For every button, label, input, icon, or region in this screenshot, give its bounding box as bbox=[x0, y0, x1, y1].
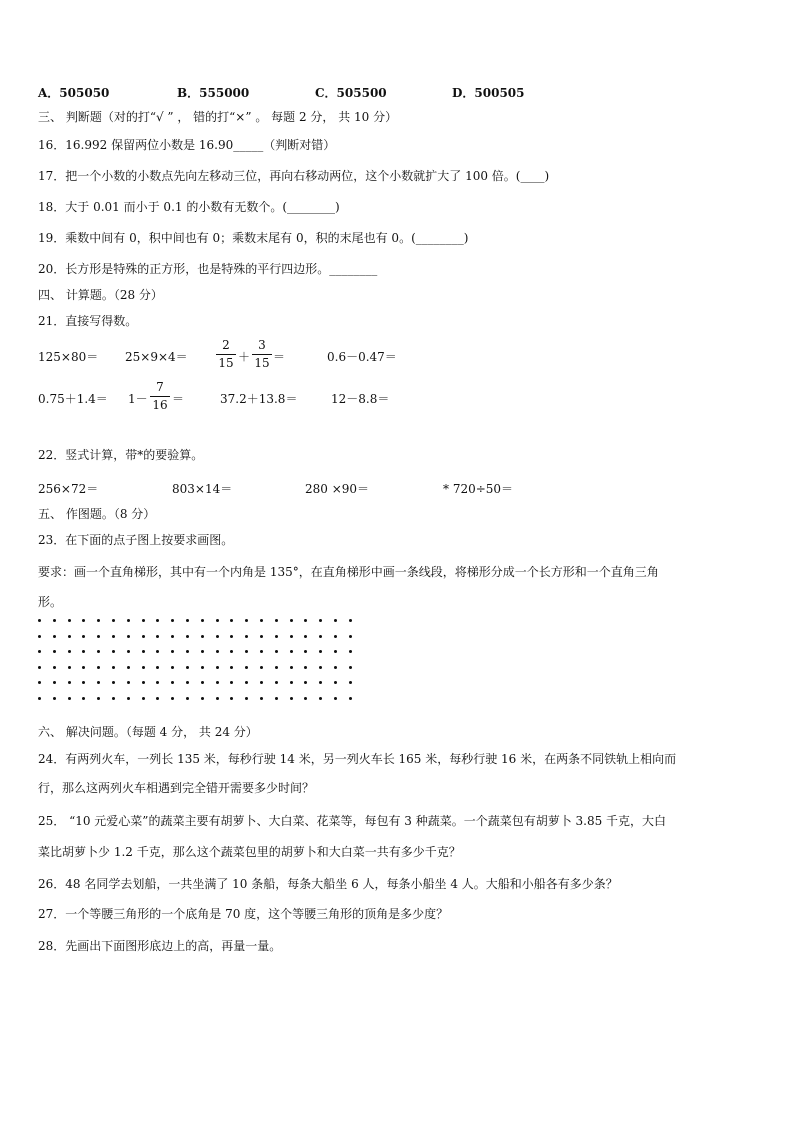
grid-dot bbox=[171, 635, 174, 638]
grid-dot bbox=[290, 635, 293, 638]
grid-dot bbox=[290, 681, 293, 684]
grid-dot bbox=[53, 619, 56, 622]
grid-dot bbox=[304, 619, 307, 622]
grid-dot bbox=[201, 619, 204, 622]
grid-dot bbox=[349, 619, 352, 622]
grid-dot bbox=[186, 666, 189, 669]
grid-dot bbox=[97, 635, 100, 638]
grid-dot bbox=[230, 650, 233, 653]
grid-dot bbox=[275, 635, 278, 638]
grid-dot bbox=[260, 681, 263, 684]
calc-125x80: 125×80＝ bbox=[38, 350, 99, 364]
grid-dot bbox=[97, 666, 100, 669]
grid-dot bbox=[275, 681, 278, 684]
equals-sign: ＝ bbox=[273, 350, 286, 364]
grid-dot bbox=[216, 635, 219, 638]
grid-dot bbox=[82, 666, 85, 669]
fraction-numerator: 2 bbox=[222, 338, 230, 352]
fraction-bar bbox=[252, 354, 272, 355]
grid-dot bbox=[216, 619, 219, 622]
question-20: 20．长方形是特殊的正方形，也是特殊的平行四边形。________ bbox=[38, 262, 378, 276]
grid-dot bbox=[171, 619, 174, 622]
grid-dot bbox=[68, 650, 71, 653]
grid-dot bbox=[275, 650, 278, 653]
question-23-requirement: 要求：画一个直角梯形，其中有一个内角是 135°，在直角梯形中画一条线段，将梯形分成一个长方形和一个直角三角 bbox=[38, 565, 659, 579]
equals-sign: ＝ bbox=[172, 392, 185, 406]
question-26: 26．48 名同学去划船，一共坐满了 10 条船，每条大船坐 6 人，每条小船坐 4 人。大船和小船各有多少条？ bbox=[38, 877, 618, 891]
grid-dot bbox=[82, 697, 85, 700]
grid-dot bbox=[156, 619, 159, 622]
grid-dot bbox=[319, 681, 322, 684]
grid-dot bbox=[38, 666, 41, 669]
section-6-heading: 六、 解决问题。（每题 4 分， 共 24 分） bbox=[38, 725, 258, 739]
vertical-calc-280x90: 280 ×90＝ bbox=[305, 482, 370, 496]
grid-dot bbox=[53, 635, 56, 638]
grid-dot bbox=[260, 619, 263, 622]
grid-dot bbox=[260, 697, 263, 700]
grid-dot bbox=[216, 650, 219, 653]
grid-dot bbox=[142, 635, 145, 638]
grid-dot bbox=[53, 697, 56, 700]
grid-dot bbox=[53, 666, 56, 669]
vertical-calc-803x14: 803×14＝ bbox=[172, 482, 233, 496]
grid-dot bbox=[68, 681, 71, 684]
grid-dot bbox=[82, 681, 85, 684]
section-3-heading: 三、 判断题（对的打“√ ” ， 错的打“×” 。 每题 2 分， 共 10 分） bbox=[38, 110, 398, 124]
grid-dot bbox=[304, 666, 307, 669]
grid-dot bbox=[127, 697, 130, 700]
calc-12-minus-8.8: 12－8.8＝ bbox=[331, 392, 390, 406]
calc-0.75-plus-1.4: 0.75＋1.4＝ bbox=[38, 392, 108, 406]
grid-dot bbox=[334, 650, 337, 653]
grid-dot bbox=[186, 635, 189, 638]
grid-dot bbox=[112, 635, 115, 638]
grid-dot bbox=[201, 666, 204, 669]
grid-dot bbox=[334, 666, 337, 669]
grid-dot bbox=[290, 697, 293, 700]
grid-dot bbox=[245, 666, 248, 669]
grid-dot bbox=[334, 635, 337, 638]
fraction-7-16 bbox=[150, 380, 170, 413]
grid-dot bbox=[97, 697, 100, 700]
question-24: 24．有两列火车，一列长 135 米，每秒行驶 14 米，另一列火车长 165 米，每秒行驶 16 米，在两条不同铁轨上相向而 bbox=[38, 752, 677, 766]
grid-dot bbox=[112, 650, 115, 653]
choice-d: D．500505 bbox=[452, 86, 525, 100]
grid-dot bbox=[275, 666, 278, 669]
grid-dot bbox=[186, 619, 189, 622]
grid-dot bbox=[216, 666, 219, 669]
grid-dot bbox=[142, 681, 145, 684]
grid-dot bbox=[186, 697, 189, 700]
grid-dot bbox=[156, 681, 159, 684]
question-23: 23．在下面的点子图上按要求画图。 bbox=[38, 533, 234, 547]
grid-dot bbox=[127, 635, 130, 638]
grid-dot bbox=[142, 666, 145, 669]
grid-dot bbox=[112, 666, 115, 669]
question-28: 28．先画出下面图形底边上的高，再量一量。 bbox=[38, 939, 282, 953]
grid-dot bbox=[349, 681, 352, 684]
grid-dot bbox=[230, 619, 233, 622]
grid-dot bbox=[97, 681, 100, 684]
fraction-2-15 bbox=[216, 338, 236, 371]
grid-dot bbox=[304, 635, 307, 638]
grid-dot bbox=[142, 697, 145, 700]
grid-dot bbox=[68, 666, 71, 669]
grid-dot bbox=[334, 619, 337, 622]
grid-dot bbox=[230, 697, 233, 700]
question-16: 16．16.992 保留两位小数是 16.90_____（判断对错） bbox=[38, 138, 336, 152]
grid-dot bbox=[201, 650, 204, 653]
grid-dot bbox=[156, 635, 159, 638]
calc-25x9x4: 25×9×4＝ bbox=[125, 350, 188, 364]
choice-b: B．555000 bbox=[177, 86, 250, 100]
grid-dot bbox=[112, 697, 115, 700]
grid-dot bbox=[68, 619, 71, 622]
grid-dot bbox=[127, 650, 130, 653]
grid-dot bbox=[230, 635, 233, 638]
grid-dot bbox=[38, 635, 41, 638]
grid-dot bbox=[156, 650, 159, 653]
grid-dot bbox=[349, 666, 352, 669]
question-25: 25． “10 元爱心菜”的蔬菜主要有胡萝卜、大白菜、花菜等，每包有 3 种蔬菜。一个蔬菜包有胡萝卜 3.85 千克，大白 bbox=[38, 814, 667, 828]
grid-dot bbox=[304, 681, 307, 684]
grid-dot bbox=[82, 635, 85, 638]
grid-dot bbox=[334, 681, 337, 684]
grid-dot bbox=[290, 666, 293, 669]
grid-dot bbox=[112, 619, 115, 622]
grid-dot bbox=[38, 650, 41, 653]
fraction-3-15 bbox=[252, 338, 272, 371]
fraction-numerator: 3 bbox=[258, 338, 266, 352]
grid-dot bbox=[186, 681, 189, 684]
grid-dot bbox=[142, 619, 145, 622]
fraction-numerator: 7 bbox=[156, 380, 164, 394]
grid-dot bbox=[53, 681, 56, 684]
grid-dot bbox=[245, 697, 248, 700]
question-17: 17．把一个小数的小数点先向左移动三位，再向右移动两位，这个小数就扩大了 100 倍。(____) bbox=[38, 169, 550, 183]
grid-dot bbox=[275, 697, 278, 700]
section-4-heading: 四、 计算题。（28 分） bbox=[38, 288, 163, 302]
question-22: 22．竖式计算，带*的要验算。 bbox=[38, 448, 204, 462]
grid-dot bbox=[156, 697, 159, 700]
grid-dot bbox=[245, 681, 248, 684]
grid-dot bbox=[38, 619, 41, 622]
grid-dot bbox=[260, 650, 263, 653]
question-19: 19．乘数中间有 0，积中间也有 0；乘数末尾有 0，积的末尾也有 0。(________) bbox=[38, 231, 469, 245]
grid-dot bbox=[112, 681, 115, 684]
grid-dot bbox=[68, 635, 71, 638]
grid-dot bbox=[38, 697, 41, 700]
grid-dot bbox=[245, 619, 248, 622]
question-24-cont: 行，那么这两列火车相遇到完全错开需要多少时间？ bbox=[38, 781, 315, 795]
question-25-cont: 菜比胡萝卜少 1.2 千克，那么这个蔬菜包里的胡萝卜和大白菜一共有多少千克？ bbox=[38, 845, 461, 859]
grid-dot bbox=[68, 697, 71, 700]
section-5-heading: 五、 作图题。（8 分） bbox=[38, 507, 156, 521]
grid-dot bbox=[319, 666, 322, 669]
fraction-denominator: 16 bbox=[152, 398, 168, 412]
grid-dot bbox=[216, 697, 219, 700]
grid-dot bbox=[53, 650, 56, 653]
grid-dot bbox=[319, 697, 322, 700]
grid-dot bbox=[319, 635, 322, 638]
grid-dot bbox=[142, 650, 145, 653]
grid-dot bbox=[82, 650, 85, 653]
grid-dot bbox=[290, 650, 293, 653]
grid-dot bbox=[349, 697, 352, 700]
grid-dot bbox=[275, 619, 278, 622]
grid-dot bbox=[260, 635, 263, 638]
grid-dot bbox=[97, 650, 100, 653]
grid-dot bbox=[304, 697, 307, 700]
grid-dot bbox=[82, 619, 85, 622]
grid-dot bbox=[156, 666, 159, 669]
grid-dot bbox=[349, 650, 352, 653]
one-minus: 1－ bbox=[128, 392, 148, 406]
grid-dot bbox=[245, 650, 248, 653]
grid-dot bbox=[127, 681, 130, 684]
grid-dot bbox=[171, 650, 174, 653]
grid-dot bbox=[171, 697, 174, 700]
grid-dot bbox=[319, 619, 322, 622]
grid-dot bbox=[230, 666, 233, 669]
grid-dot bbox=[230, 681, 233, 684]
fraction-bar bbox=[150, 396, 170, 397]
choice-a: A．505050 bbox=[38, 86, 110, 100]
vertical-calc-720div50: * 720÷50＝ bbox=[443, 482, 514, 496]
grid-dot bbox=[186, 650, 189, 653]
question-18: 18．大于 0.01 而小于 0.1 的小数有无数个。(________) bbox=[38, 200, 340, 214]
fraction-denominator: 15 bbox=[254, 356, 270, 370]
question-23-requirement-cont: 形。 bbox=[38, 595, 63, 609]
grid-dot bbox=[334, 697, 337, 700]
grid-dot bbox=[290, 619, 293, 622]
grid-dot bbox=[304, 650, 307, 653]
question-21: 21．直接写得数。 bbox=[38, 314, 138, 328]
grid-dot bbox=[201, 681, 204, 684]
grid-dot bbox=[38, 681, 41, 684]
grid-dot bbox=[260, 666, 263, 669]
vertical-calc-256x72: 256×72＝ bbox=[38, 482, 99, 496]
grid-dot bbox=[216, 681, 219, 684]
choice-c: C．505500 bbox=[315, 86, 387, 100]
calc-0.6-minus-0.47: 0.6－0.47＝ bbox=[327, 350, 397, 364]
grid-dot bbox=[201, 635, 204, 638]
grid-dot bbox=[97, 619, 100, 622]
plus-sign: ＋ bbox=[238, 350, 251, 364]
grid-dot bbox=[245, 635, 248, 638]
grid-dot bbox=[201, 697, 204, 700]
grid-dot bbox=[319, 650, 322, 653]
fraction-denominator: 15 bbox=[218, 356, 234, 370]
grid-dot bbox=[171, 681, 174, 684]
fraction-bar bbox=[216, 354, 236, 355]
grid-dot bbox=[127, 666, 130, 669]
grid-dot bbox=[349, 635, 352, 638]
question-27: 27．一个等腰三角形的一个底角是 70 度，这个等腰三角形的顶角是多少度？ bbox=[38, 907, 449, 921]
grid-dot bbox=[127, 619, 130, 622]
grid-dot bbox=[171, 666, 174, 669]
calc-37.2-plus-13.8: 37.2＋13.8＝ bbox=[220, 392, 298, 406]
